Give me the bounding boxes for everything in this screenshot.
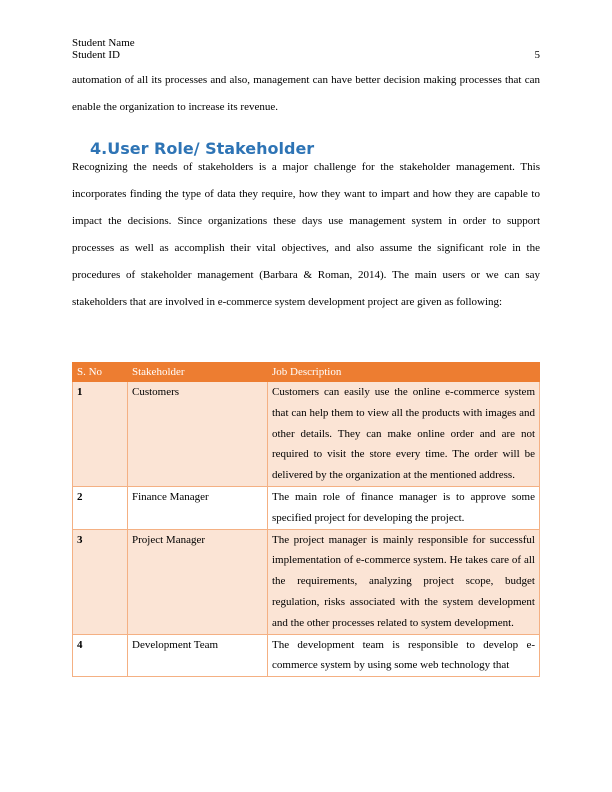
stakeholder-table bbox=[72, 362, 540, 677]
page-number: 5 bbox=[534, 49, 540, 61]
intro-paragraph: automation of all its processes and also, management can have better decision making processes that can enable the organization to increase its revenue. bbox=[72, 74, 540, 113]
row-description: The development team is responsible to develop e-commerce system by using some web technology that bbox=[268, 634, 540, 677]
table-row bbox=[73, 634, 540, 677]
row-stakeholder: Finance Manager bbox=[128, 486, 268, 529]
header-job-description: Job Description bbox=[268, 363, 540, 382]
row-sno: 4 bbox=[73, 634, 128, 677]
header-student-name: Student Name bbox=[72, 37, 135, 49]
row-description: The project manager is mainly responsible for successful implementation of e-commerce system. He takes care of all the requirements, analyzing project scope, budget regulation, risks associated with the system development and the other processes related to system development. bbox=[268, 529, 540, 634]
table-row bbox=[73, 529, 540, 634]
row-stakeholder: Project Manager bbox=[128, 529, 268, 634]
row-sno: 3 bbox=[73, 529, 128, 634]
header-stakeholder: Stakeholder bbox=[128, 363, 268, 382]
header-student-id: Student ID bbox=[72, 49, 120, 61]
table-header-row bbox=[73, 363, 540, 382]
table-row bbox=[73, 382, 540, 487]
row-stakeholder: Customers bbox=[128, 382, 268, 487]
row-description: Customers can easily use the online e-commerce system that can help them to view all the products with images and other details. They can make online order and are not required to visit the store every time. The order will be delivered by the organization at the mentioned address. bbox=[268, 382, 540, 487]
row-stakeholder: Development Team bbox=[128, 634, 268, 677]
row-sno: 2 bbox=[73, 486, 128, 529]
row-description: The main role of finance manager is to approve some specified project for developing the project. bbox=[268, 486, 540, 529]
header-sno: S. No bbox=[73, 363, 128, 382]
row-sno: 1 bbox=[73, 382, 128, 487]
section-paragraph: Recognizing the needs of stakeholders is a major challenge for the stakeholder management. This incorporates finding the type of data they require, how they want to impart and how they are capable to impact the decisions. Since organizations these days use management system in order to support processes as well as accomplish their vital objectives, and also assume the significant role in the procedures of stakeholder management (Barbara & Roman, 2014). The main users or we can say stakeholders that are involved in e-commerce system development project are given as following: bbox=[72, 161, 540, 308]
section-heading: 4.User Role/ Stakeholder bbox=[90, 139, 315, 158]
table-row bbox=[73, 486, 540, 529]
